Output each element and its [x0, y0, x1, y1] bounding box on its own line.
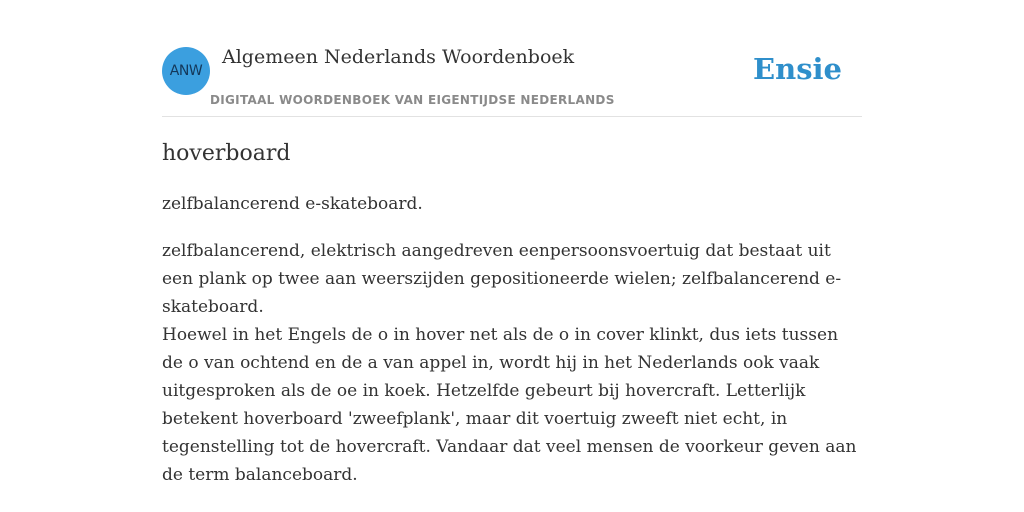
usage-note: Hoewel in het Engels de o in hover net als de o in cover klinkt, dus iets tussen de o van ochtend en de a van appel in, wordt hij in het Nederlands ook vaak uitgesproken als de oe in koek. Hetzelfde gebeurt bij hovercraft. Letterlijk betekent hoverboard 'zweefplank', maar dit voertuig zweeft niet echt, in tegenstelling tot de hovercraft. Vandaar dat veel mensen de voorkeur geven aan de term balanceboard.: [162, 325, 857, 485]
definition-text: zelfbalancerend, elektrisch aangedreven eenpersoonsvoertuig dat bestaat uit een plank op twee aan weerszijden gepositioneerde wielen; zelfbalancerend e-skateboard.: [162, 241, 842, 317]
definition-block: [162, 237, 862, 489]
short-definition: zelfbalancerend e-skateboard.: [162, 194, 423, 214]
headword: hoverboard: [162, 141, 291, 166]
header: [162, 0, 862, 117]
anw-logo[interactable]: [162, 47, 210, 95]
entry: [162, 138, 862, 489]
anw-logo-text: ANW: [169, 63, 203, 79]
site-title[interactable]: Algemeen Nederlands Woordenboek: [222, 46, 575, 68]
site-subtitle: DIGITAAL WOORDENBOEK VAN EIGENTIJDSE NEDERLANDS: [210, 93, 615, 107]
ensie-logo[interactable]: Ensie: [753, 52, 842, 86]
